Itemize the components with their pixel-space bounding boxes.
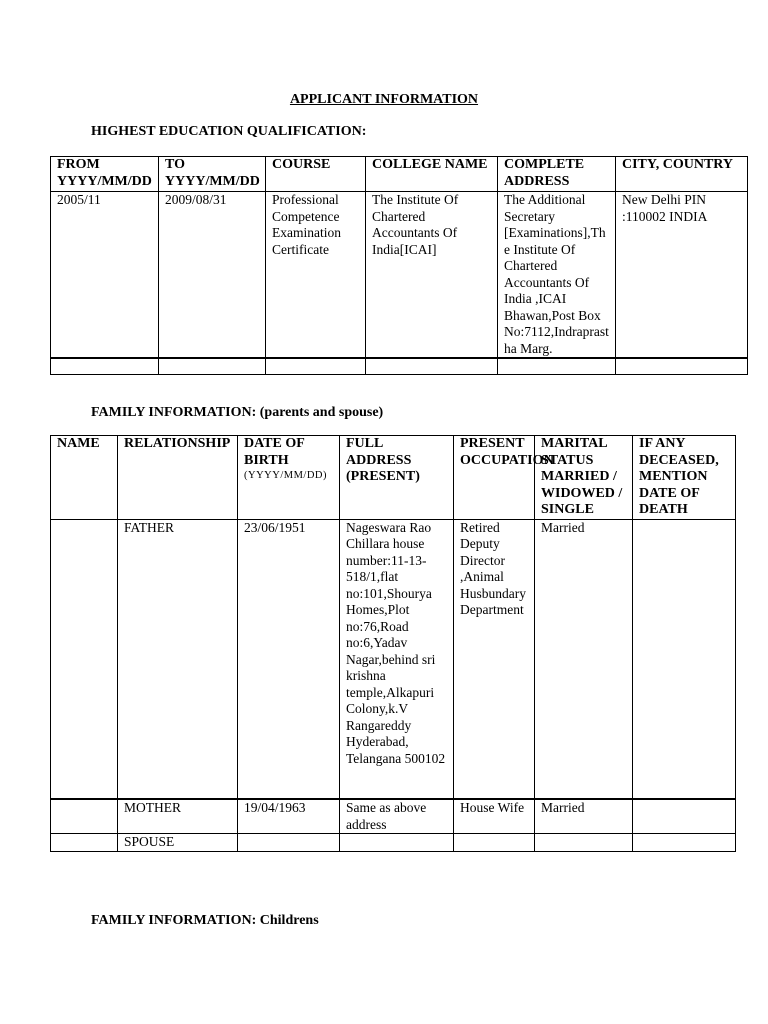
table-row — [51, 358, 748, 374]
table-row — [51, 519, 736, 799]
cell-occupation: House Wife — [454, 799, 535, 834]
cell-relationship: MOTHER — [118, 799, 238, 834]
header-name: NAME — [51, 436, 118, 520]
cell-occupation — [454, 834, 535, 852]
cell-course: Professional Competence Examination Certificate — [266, 192, 366, 359]
cell-full-address — [340, 834, 454, 852]
header-from: FROM YYYY/MM/DD — [51, 157, 159, 192]
cell-name — [51, 834, 118, 852]
cell-college-name — [366, 358, 498, 374]
page-title: APPLICANT INFORMATION — [289, 92, 479, 107]
family-header-row — [51, 436, 736, 520]
header-date-of-birth — [238, 436, 340, 520]
cell-city-country: New Delhi PIN :110002 INDIA — [616, 192, 748, 359]
cell-complete-address: The Additional Secretary [Examinations],The Institute Of Chartered Accountants Of India ,ICAI Bhawan,Post Box No:7112,Indraprastha Marg. — [498, 192, 616, 359]
cell-full-address: Same as above address — [340, 799, 454, 834]
education-header-row — [51, 157, 748, 192]
header-dob-label: DATE OF BIRTH — [244, 436, 305, 468]
table-row — [51, 799, 736, 834]
cell-marital-status: Married — [535, 519, 633, 799]
header-relationship: RELATIONSHIP — [118, 436, 238, 520]
cell-date-of-death — [633, 519, 736, 799]
table-row — [51, 834, 736, 852]
cell-course — [266, 358, 366, 374]
cell-name — [51, 519, 118, 799]
header-complete-address: COMPLETE ADDRESS — [498, 157, 616, 192]
cell-from: 2005/11 — [51, 192, 159, 359]
header-date-of-death: IF ANY DECEASED, MENTION DATE OF DEATH — [633, 436, 736, 520]
cell-name — [51, 799, 118, 834]
header-dob-format: (YYYY/MM/DD) — [244, 470, 327, 481]
cell-date-of-death — [633, 799, 736, 834]
cell-to: 2009/08/31 — [159, 192, 266, 359]
header-present-occupation: PRESENT OCCUPATION — [454, 436, 535, 520]
cell-occupation: Retired Deputy Director ,Animal Husbundary Department — [454, 519, 535, 799]
header-full-address: FULL ADDRESS (PRESENT) — [340, 436, 454, 520]
cell-full-address: Nageswara Rao Chillara house number:11-13-518/1,flat no:101,Shourya Homes,Plot no:76,Road no:6,Yadav Nagar,behind sri krishna temple,Alkapuri Colony,k.V Rangareddy Hyderabad, Telangana 500102 — [340, 519, 454, 799]
cell-marital-status: Married — [535, 799, 633, 834]
children-heading: FAMILY INFORMATION: Childrens — [91, 913, 319, 928]
cell-city-country — [616, 358, 748, 374]
cell-date-of-birth: 23/06/1951 — [238, 519, 340, 799]
cell-marital-status — [535, 834, 633, 852]
cell-relationship: FATHER — [118, 519, 238, 799]
table-row — [51, 192, 748, 359]
cell-date-of-death — [633, 834, 736, 852]
cell-complete-address — [498, 358, 616, 374]
education-heading: HIGHEST EDUCATION QUALIFICATION: — [91, 124, 367, 139]
header-city-country: CITY, COUNTRY — [616, 157, 748, 192]
cell-to — [159, 358, 266, 374]
cell-from — [51, 358, 159, 374]
education-table — [50, 156, 748, 375]
cell-date-of-birth — [238, 834, 340, 852]
header-to: TO YYYY/MM/DD — [159, 157, 266, 192]
family-table — [50, 435, 736, 852]
header-marital-status: MARITAL STATUS MARRIED / WIDOWED / SINGLE — [535, 436, 633, 520]
family-heading: FAMILY INFORMATION: (parents and spouse) — [91, 405, 384, 420]
header-course: COURSE — [266, 157, 366, 192]
cell-relationship: SPOUSE — [118, 834, 238, 852]
cell-college-name: The Institute Of Chartered Accountants Of India[ICAI] — [366, 192, 498, 359]
cell-date-of-birth: 19/04/1963 — [238, 799, 340, 834]
header-college-name: COLLEGE NAME — [366, 157, 498, 192]
